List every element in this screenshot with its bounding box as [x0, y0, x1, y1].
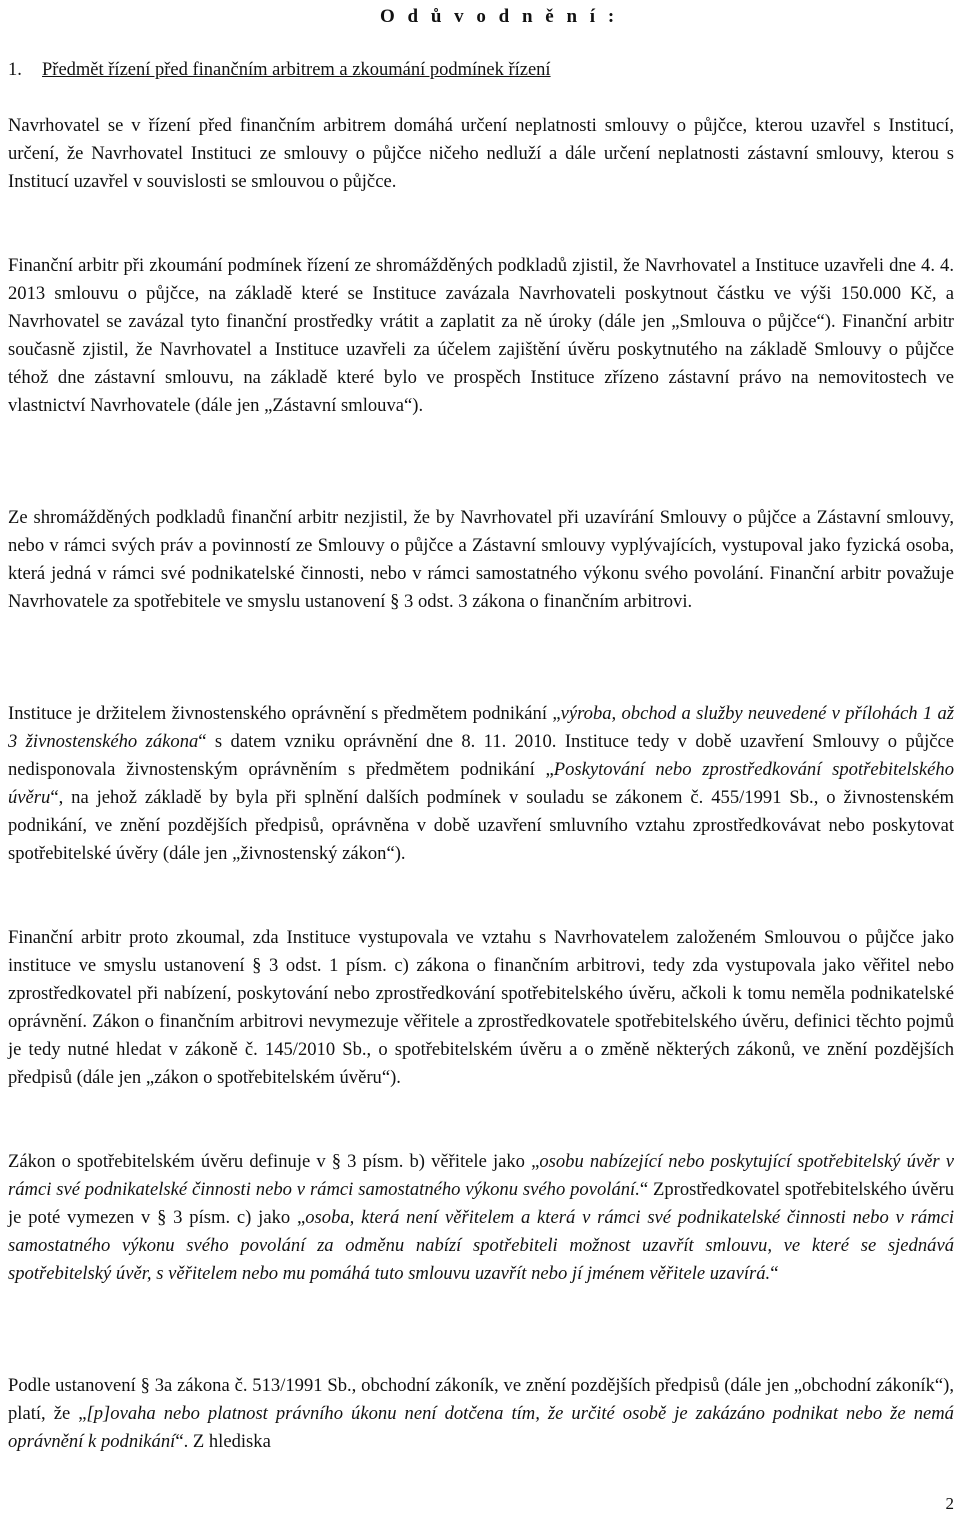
paragraph-2: [8, 252, 954, 420]
text-run: Navrhovatel se v řízení před finančním arbitrem domáhá určení neplatnosti smlouvy o půjčce, kterou uzavřel s Institucí, určení, že Navrhovatel Instituci ze smlouvy o půjčce ničeho nedluží a dále určení neplatnosti zástavní smlouvy, kterou s Institucí uzavřel v souvislosti se smlouvou o půjčce.: [8, 115, 954, 192]
paragraph-6: [8, 1148, 954, 1288]
section-title: [8, 60, 551, 81]
paragraph-7: [8, 1372, 954, 1456]
text-run: Zákon o spotřebitelském úvěru definuje v § 3 písm. b) věřitele jako „: [8, 1151, 540, 1172]
text-run: “, na jehož základě by byla při splnění dalších podmínek v souladu se zákonem č. 455/1991 Sb., o živnostenském podnikání, ve znění pozdějších předpisů, oprávněna v době uzavření smluvního vztahu zprostředkovávat nebo poskytovat spotřebitelské úvěry (dále jen „živnostenský zákon“).: [8, 787, 954, 864]
text-run: Finanční arbitr proto zkoumal, zda Instituce vystupovala ve vztahu s Navrhovatelem založeném Smlouvou o půjčce jako instituce ve smyslu ustanovení § 3 odst. 1 písm. c) zákona o finančním arbitrovi, tedy zda vystupovala jako věřitel nebo zprostředkovatel při nabízení, poskytování nebo zprostředkování spotřebitelského úvěru, ačkoli k tomu neměla podnikatelské oprávnění. Zákon o finančním arbitrovi nevymezuje věřitele a zprostředkovatele spotřebitelského úvěru, definici těchto pojmů je tedy nutné hledat v zákoně č. 145/2010 Sb., o spotřebitelském úvěru a o změně některých zákonů, ve znění pozdějších předpisů (dále jen „zákon o spotřebitelském úvěru“).: [8, 927, 954, 1088]
italic-quote: výroba, obchod a služby neuvedené v přílohách 1 až 3 živnostenského zákona: [8, 703, 954, 752]
paragraph-4: [8, 700, 954, 868]
text-run: Ze shromážděných podkladů finanční arbitr nezjistil, že by Navrhovatel při uzavírání Smlouvy o půjčce a Zástavní smlouvy, nebo v rámci svých práv a povinností ze Smlouvy o půjčce a Zástavní smlouvy vyplývajících, vystupoval jako fyzická osoba, která jedná v rámci své podnikatelské činnosti, nebo v rámci samostatného výkonu svého povolání. Finanční arbitr považuje Navrhovatele za spotřebitele ve smyslu ustanovení § 3 odst. 3 zákona o finančním arbitrovi.: [8, 507, 954, 612]
text-run: “: [770, 1263, 779, 1284]
italic-quote: osoba, která není věřitelem a která v rámci své podnikatelské činnosti nebo v rámci samostatného výkonu svého povolání za odměnu nabízí spotřebiteli možnost uzavřít smlouvu, ve které se sjednává spotřebitelský úvěr, s věřitelem nebo mu pomáhá tuto smlouvu uzavřít nebo jí jménem věřitele uzavírá.: [8, 1207, 954, 1284]
text-run: “ s datem vzniku oprávnění dne 8. 11. 2010. Instituce tedy v době uzavření Smlouvy o půjčce nedisponovala živnostenským oprávněním s předmětem podnikání „: [8, 731, 955, 780]
paragraph-5: [8, 924, 954, 1092]
italic-quote: Poskytování nebo zprostředkování spotřebitelského úvěru: [8, 759, 954, 808]
page-number: 2: [945, 1494, 954, 1513]
text-run: “. Z hlediska: [175, 1431, 271, 1452]
text-run: Instituce je držitelem živnostenského oprávnění s předmětem podnikání „: [8, 703, 561, 724]
italic-quote: osobu nabízející nebo poskytující spotřebitelský úvěr v rámci své podnikatelské činnosti nebo v rámci samostatného výkonu svého povolání.: [8, 1151, 954, 1200]
text-run: Podle ustanovení § 3a zákona č. 513/1991 Sb., obchodní zákoník, ve znění pozdějších předpisů (dále jen „obchodní zákoník“), platí, že „: [8, 1375, 954, 1424]
paragraph-1: [8, 112, 954, 196]
section-number: 1.: [8, 60, 22, 80]
text-run: Finanční arbitr při zkoumání podmínek řízení ze shromážděných podkladů zjistil, že Navrhovatel a Instituce uzavřeli dne 4. 4. 2013 smlouvu o půjčce, na základě které se Instituce zavázala Navrhovateli poskytnout částku ve výši 150.000 Kč, a Navrhovatel se zavázal tyto finanční prostředky vrátit a zaplatit za ně úroky (dále jen „Smlouva o půjčce“). Finanční arbitr současně zjistil, že Navrhovatel a Instituce uzavřeli za účelem zajištění úvěru poskytnutého na základě Smlouvy o půjčce téhož dne zástavní smlouvu, na základě které bylo ve prospěch Instituce zřízeno zástavní právo na nemovitostech ve vlastnictví Navrhovatele (dále jen „Zástavní smlouva“).: [8, 255, 954, 416]
page-heading: O d ů v o d n ě n í :: [380, 6, 619, 27]
text-run: “ Zprostředkovatel spotřebitelského úvěru je poté vymezen v § 3 písm. c) jako „: [8, 1179, 954, 1228]
italic-quote: [p]ovaha nebo platnost právního úkonu není dotčena tím, že určité osobě je zakázáno podnikat nebo že nemá oprávnění k podnikání: [8, 1403, 954, 1452]
paragraph-3: [8, 504, 954, 616]
section-title-text: Předmět řízení před finančním arbitrem a zkoumání podmínek řízení: [42, 60, 551, 80]
